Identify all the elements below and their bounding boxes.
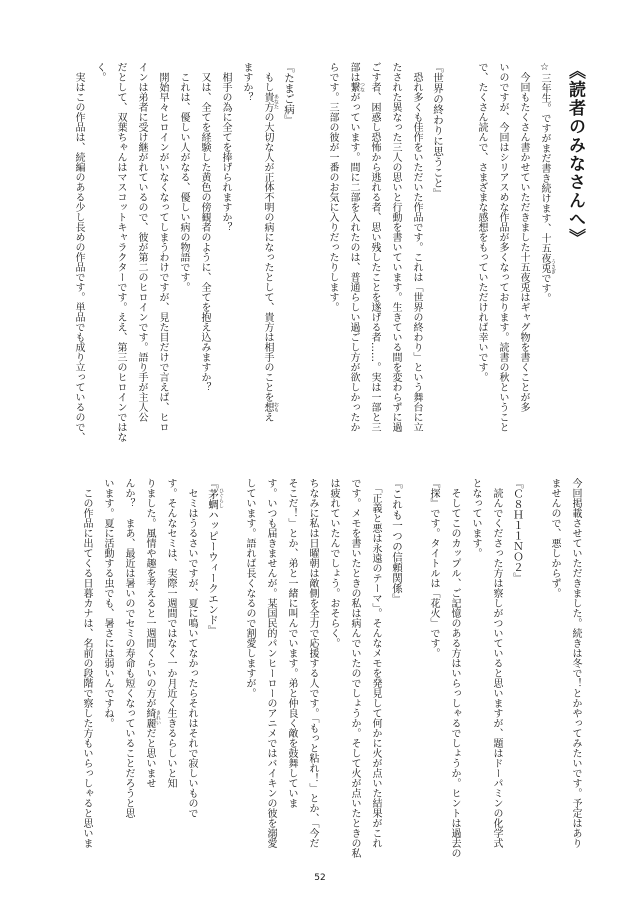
furigana: おも [273,402,279,412]
text-line: 読んでくださった方は察しがついていると思いますが、題はドーパミンの化学式 [491,478,502,848]
section-higurashi-happy-weekend [76,478,223,863]
section-c8h11no2 [423,478,528,863]
bottom-text-block [76,478,586,863]
intro-section [471,62,555,450]
text-line: す。いつも届きませんが。某国民的パンヒーローのアニメではバイキンの彼を溺愛 [265,478,276,848]
text-line: りました。風情や趣を考えると一週間くらいの方が綺麗だと思いませ [144,478,155,788]
text-line: たされた異なった三人の思いと行動を書いています。生きている間を変わらずに過 [390,62,401,432]
text-line: 実はこの作品は、続編のある少し長めの作品です。単品でも成り立っているので、 [73,62,84,442]
text-line: んか？ まあ、最近は暑いのでセミの寿命も短くなっていることだろうと思 [123,478,134,818]
section-tamago-byou [68,62,299,450]
text-line: 恐れ多くも佳作をいただいた作品です。これは「世界の終わり」という舞台に立 [411,62,422,432]
furigana: つな [359,82,365,92]
furigana: あなた [273,94,279,109]
text-line: そしてこのカップル、ご記憶のある方はいらっしゃるでしょうか。ヒントは過去の [449,478,460,858]
text-line: 今回もたくさん書かせていただきました十五夜兎はギャグ物を書くことが多 [518,62,529,412]
text-line: セミはうるさいですが、夏に鳴いてなかったらそれはそれで寂しいもので [186,478,197,818]
text-line: もし貴方の大切な人が正体不明の病になったとして、貴方は相手のことを想え [262,62,273,422]
text-line: 又は、全てを経験した黄色の傍観者のように、全てを抱え込みますか？ [199,62,210,392]
text-line: そこだ！」とか、弟と一緒に叫んでいます。弟と仲良く敵を鼓舞していま [286,478,297,808]
text-line: らです。三部の彼が一番のお気に入りだったりします。 [327,62,338,312]
section-heading: 『Ｃ８Ｈ１１ＮＯ２』 [512,478,524,583]
section-heading: 『これも一つの信頼関係』 [391,478,403,604]
text-line: ませんので、悪しからず。 [549,478,560,598]
furigana: きれい [155,710,161,725]
text-line: す。そんなセミは、実際一週間ではなく一か月近く生きるらしいと知 [165,478,176,788]
text-line: ☆三年生。ですがまだ書き続けます、十五夜兎です。 [539,62,550,303]
text-line: インは弟者に受け継がれているので、彼が第二のヒロインです。語り手が主人公 [136,62,147,422]
furigana: うさぎ [550,259,556,274]
text-line: く。 [94,62,105,82]
top-text-block [68,62,590,450]
text-line: この作品に出てくる日暮カナは、名前の段階で察した方もいらっしゃると思いま [81,478,92,848]
text-line: 部は繋がっています。間に二部を入れたのは、普通らしい過ごし方が欲しかったか [348,62,359,432]
text-line: 『探』です。タイトルは「花火」です。 [428,478,439,658]
text-line: います。夏に活動する虫でも、暑さには弱いんですね。 [102,478,113,728]
page-title: 《読者のみなさんへ》 [565,62,585,247]
section-tamago-byou-continued [544,478,586,863]
furigana: ひぐらし [218,488,224,508]
text-line: は疲れていたんでしょう。おそらく。 [328,478,339,648]
text-line: これは、優しい人がなる、優しい病の物語です。 [178,62,189,292]
page-number: 52 [314,873,326,883]
section-heading: 『たまご病』 [283,62,295,125]
text-line: 今回掲載させていただきました。続きは冬で！とかやってみたいです。予定はあり [570,478,581,848]
text-line: で、たくさん読んで、さまざまな感想をもっていただければ幸いです。 [476,62,487,382]
text-line: しています。語れば長くなるので割愛しますが。 [244,478,255,698]
text-line: 「正義と悪は永遠のテーマ」。そんなメモを発見して何かに火が点いた結果がこれ [370,478,381,848]
text-line: ちなみに私は日曜朝は敵側を全力で応援する人です。「もっと粘れ！」とか、「今だ [307,478,318,848]
section-sekai-no-owari [322,62,448,450]
text-line: です。メモを書いたときの私は病んでいたのでしょうか。そして火が点いたときの私 [349,478,360,858]
text-line: ますか？ [241,62,252,102]
text-line: ごす者、困惑し恐怖から逃れる者、思い残したことを遂げる者……。実は一部と三 [369,62,380,432]
text-line: 相手の為に全てを捧げられますか？ [220,62,231,232]
text-line: となっています。 [470,478,481,558]
section-heading: 『世界の終わりに思うこと』 [432,62,444,199]
section-heading: 『茅蜩ハッピーウィークエンド』 [207,478,219,636]
text-line: だとして、双葉ちゃんはマスコットキャラクターです。ええ、第三のヒロインではな [115,62,126,442]
section-shinrai-kankei [239,478,407,863]
text-line: 開始早々ヒロインがいなくなってしまうわけですが、見た目だけで言えば、ヒロ [157,62,168,432]
text-line: いのですが、今回はシリアスめな作品が多くなっております。読書の秋ということ [497,62,508,432]
